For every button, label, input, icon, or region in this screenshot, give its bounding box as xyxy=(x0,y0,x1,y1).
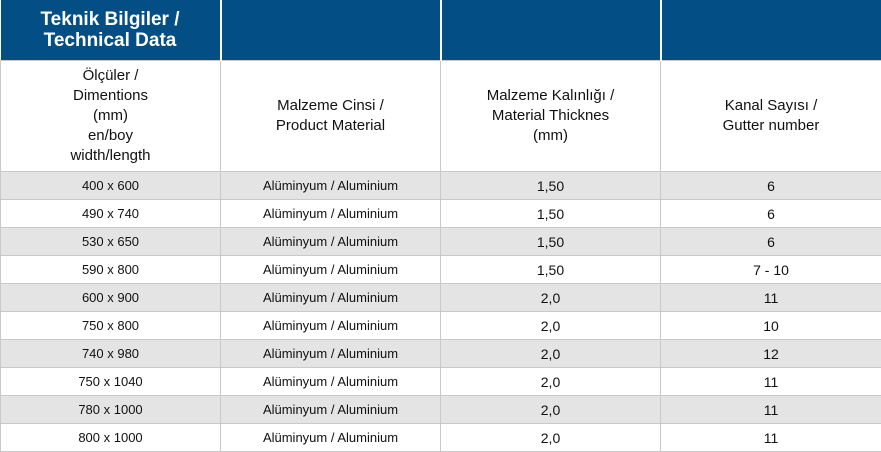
cell-material: Alüminyum / Aluminium xyxy=(221,172,441,200)
header-thickness xyxy=(441,61,661,172)
header-thickness-line: Malzeme Kalınlığı / xyxy=(441,86,660,106)
header-thickness-line: Material Thicknes xyxy=(441,106,660,126)
table-row xyxy=(1,228,881,256)
title-blank-cell xyxy=(221,0,441,61)
header-material-line: Product Material xyxy=(221,116,440,136)
cell-thickness: 2,0 xyxy=(441,424,661,452)
cell-material: Alüminyum / Aluminium xyxy=(221,424,441,452)
header-dimensions-line: (mm) xyxy=(1,106,220,126)
title-row xyxy=(1,0,881,61)
cell-gutters: 11 xyxy=(661,368,881,396)
cell-gutters: 6 xyxy=(661,172,881,200)
header-gutters-line: Kanal Sayısı / xyxy=(661,96,881,116)
cell-material: Alüminyum / Aluminium xyxy=(221,228,441,256)
cell-gutters: 11 xyxy=(661,396,881,424)
table-row xyxy=(1,312,881,340)
header-dimensions xyxy=(1,61,221,172)
header-gutters xyxy=(661,61,881,172)
column-header-row xyxy=(1,61,881,172)
cell-thickness: 2,0 xyxy=(441,396,661,424)
title-line-2: Technical Data xyxy=(1,30,220,51)
cell-material: Alüminyum / Aluminium xyxy=(221,200,441,228)
table-row xyxy=(1,200,881,228)
cell-material: Alüminyum / Aluminium xyxy=(221,340,441,368)
cell-material: Alüminyum / Aluminium xyxy=(221,368,441,396)
header-material xyxy=(221,61,441,172)
cell-size: 780 x 1000 xyxy=(1,396,221,424)
cell-size: 400 x 600 xyxy=(1,172,221,200)
cell-gutters: 6 xyxy=(661,228,881,256)
cell-thickness: 1,50 xyxy=(441,172,661,200)
cell-material: Alüminyum / Aluminium xyxy=(221,256,441,284)
cell-size: 750 x 800 xyxy=(1,312,221,340)
cell-gutters: 11 xyxy=(661,424,881,452)
table-row xyxy=(1,284,881,312)
cell-thickness: 1,50 xyxy=(441,200,661,228)
header-dimensions-line: width/length xyxy=(1,146,220,166)
cell-size: 740 x 980 xyxy=(1,340,221,368)
cell-material: Alüminyum / Aluminium xyxy=(221,312,441,340)
cell-gutters: 6 xyxy=(661,200,881,228)
header-dimensions-line: Ölçüler / xyxy=(1,66,220,86)
header-dimensions-line: Dimentions xyxy=(1,86,220,106)
table-row xyxy=(1,396,881,424)
cell-size: 530 x 650 xyxy=(1,228,221,256)
cell-gutters: 7 - 10 xyxy=(661,256,881,284)
cell-size: 490 x 740 xyxy=(1,200,221,228)
title-line-1: Teknik Bilgiler / xyxy=(1,9,220,30)
table-row xyxy=(1,172,881,200)
table-row xyxy=(1,368,881,396)
cell-material: Alüminyum / Aluminium xyxy=(221,396,441,424)
cell-size: 750 x 1040 xyxy=(1,368,221,396)
cell-size: 600 x 900 xyxy=(1,284,221,312)
cell-size: 590 x 800 xyxy=(1,256,221,284)
cell-gutters: 10 xyxy=(661,312,881,340)
title-blank-cell xyxy=(441,0,661,61)
cell-thickness: 1,50 xyxy=(441,228,661,256)
header-material-line: Malzeme Cinsi / xyxy=(221,96,440,116)
header-gutters-line: Gutter number xyxy=(661,116,881,136)
cell-size: 800 x 1000 xyxy=(1,424,221,452)
table-title xyxy=(1,0,221,61)
cell-thickness: 2,0 xyxy=(441,368,661,396)
cell-thickness: 2,0 xyxy=(441,284,661,312)
cell-gutters: 12 xyxy=(661,340,881,368)
title-blank-cell xyxy=(661,0,881,61)
table-row xyxy=(1,424,881,452)
cell-material: Alüminyum / Aluminium xyxy=(221,284,441,312)
table-row xyxy=(1,340,881,368)
cell-thickness: 1,50 xyxy=(441,256,661,284)
header-dimensions-line: en/boy xyxy=(1,126,220,146)
cell-gutters: 11 xyxy=(661,284,881,312)
table-row xyxy=(1,256,881,284)
header-thickness-line: (mm) xyxy=(441,126,660,146)
cell-thickness: 2,0 xyxy=(441,312,661,340)
cell-thickness: 2,0 xyxy=(441,340,661,368)
